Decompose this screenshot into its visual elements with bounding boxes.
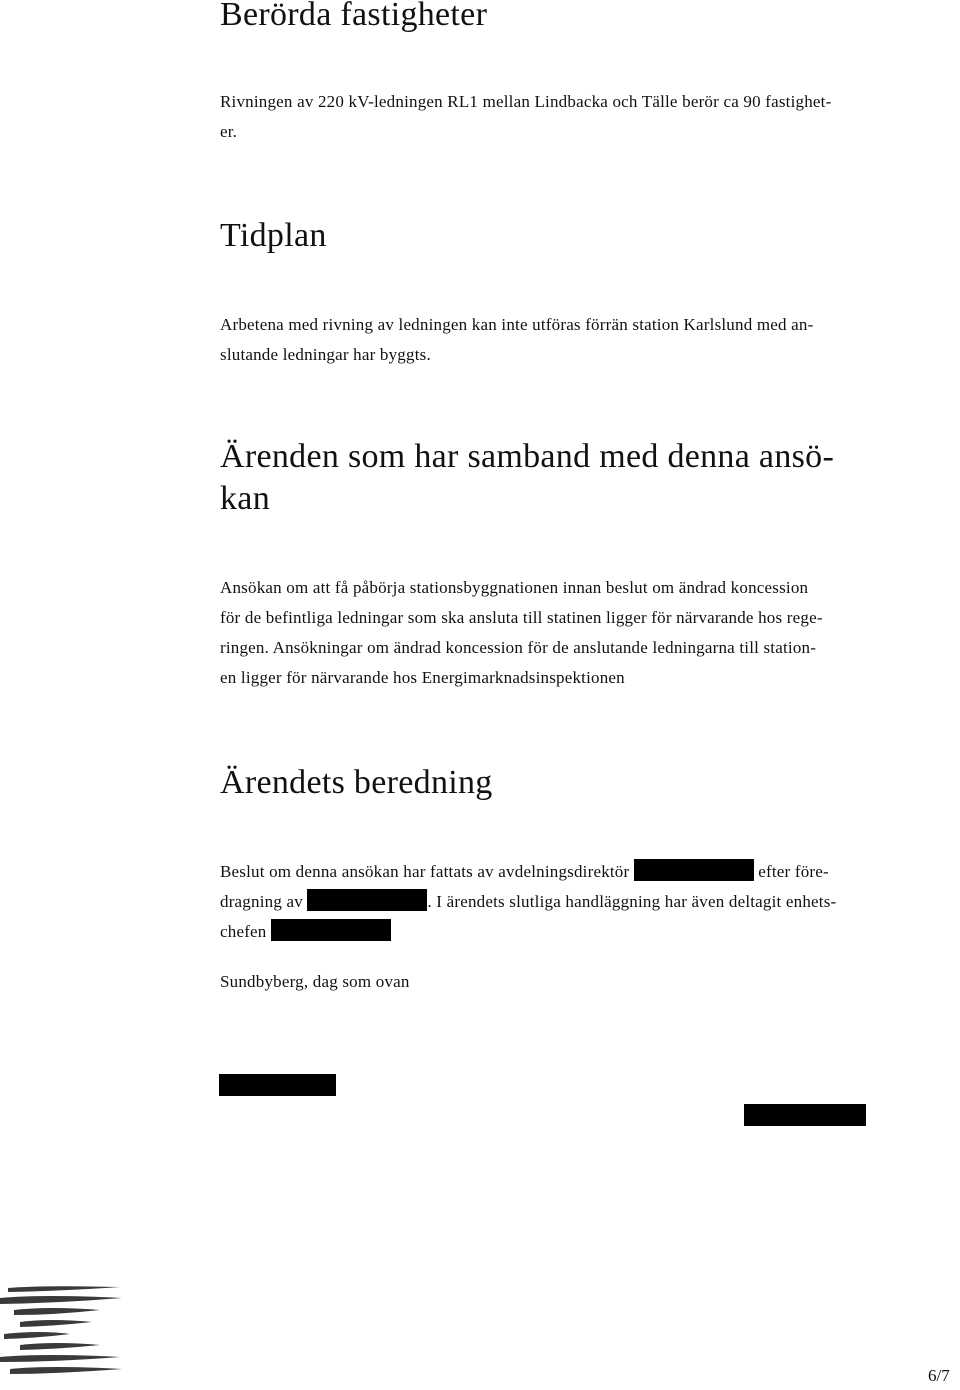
text-line xyxy=(220,857,836,887)
text-line: för de befintliga ledningar som ska ansluta till statinen ligger för närvarande hos rege- xyxy=(220,608,823,627)
paragraph-berorda-fastigheter xyxy=(220,87,831,147)
text-line: slutande ledningar har byggts. xyxy=(220,345,431,364)
signature-redaction-right xyxy=(744,1104,866,1126)
heading-line: Ärenden som har samband med denna ansö- xyxy=(220,438,835,475)
text-fragment: Beslut om denna ansökan har fattats av avdelningsdirektör xyxy=(220,862,630,881)
text-line xyxy=(220,887,836,917)
text-fragment: efter före- xyxy=(758,862,829,881)
text-line: Rivningen av 220 kV-ledningen RL1 mellan Lindbacka och Tälle berör ca 90 fastighet- xyxy=(220,92,832,111)
heading-berorda-fastigheter: Berörda fastigheter xyxy=(220,0,488,33)
heading-line: kan xyxy=(220,480,270,517)
redaction-bar xyxy=(307,889,427,911)
text-line: ringen. Ansökningar om ändrad koncession för de anslutande ledningarna till station- xyxy=(220,638,817,657)
paragraph-arendets-beredning xyxy=(220,857,836,947)
text-line: er. xyxy=(220,122,238,141)
text-line: Arbetena med rivning av ledningen kan inte utföras förrän station Karlslund med an- xyxy=(220,315,814,334)
signature-redaction-left xyxy=(219,1074,336,1096)
redaction-bar xyxy=(271,919,391,941)
redaction-bar xyxy=(634,859,754,881)
text-line: en ligger för närvarande hos Energimarknadsinspektionen xyxy=(220,668,625,687)
heading-arendets-beredning: Ärendets beredning xyxy=(220,764,493,801)
text-fragment: chefen xyxy=(220,922,267,941)
energimarknadsinspektionen-logo-icon xyxy=(0,1285,125,1380)
text-line xyxy=(220,917,836,947)
page-number: 6/7 xyxy=(928,1366,950,1385)
text-line: Ansökan om att få påbörja stationsbyggnationen innan beslut om ändrad koncession xyxy=(220,578,809,597)
text-fragment: dragning av xyxy=(220,892,303,911)
heading-arenden-samband xyxy=(220,436,834,520)
paragraph-arenden-samband xyxy=(220,573,823,693)
text-fragment: . I ärendets slutliga handläggning har även deltagit enhets- xyxy=(427,892,837,911)
paragraph-tidplan xyxy=(220,310,813,370)
heading-tidplan: Tidplan xyxy=(220,217,327,254)
signoff-place-date: Sundbyberg, dag som ovan xyxy=(220,972,410,991)
